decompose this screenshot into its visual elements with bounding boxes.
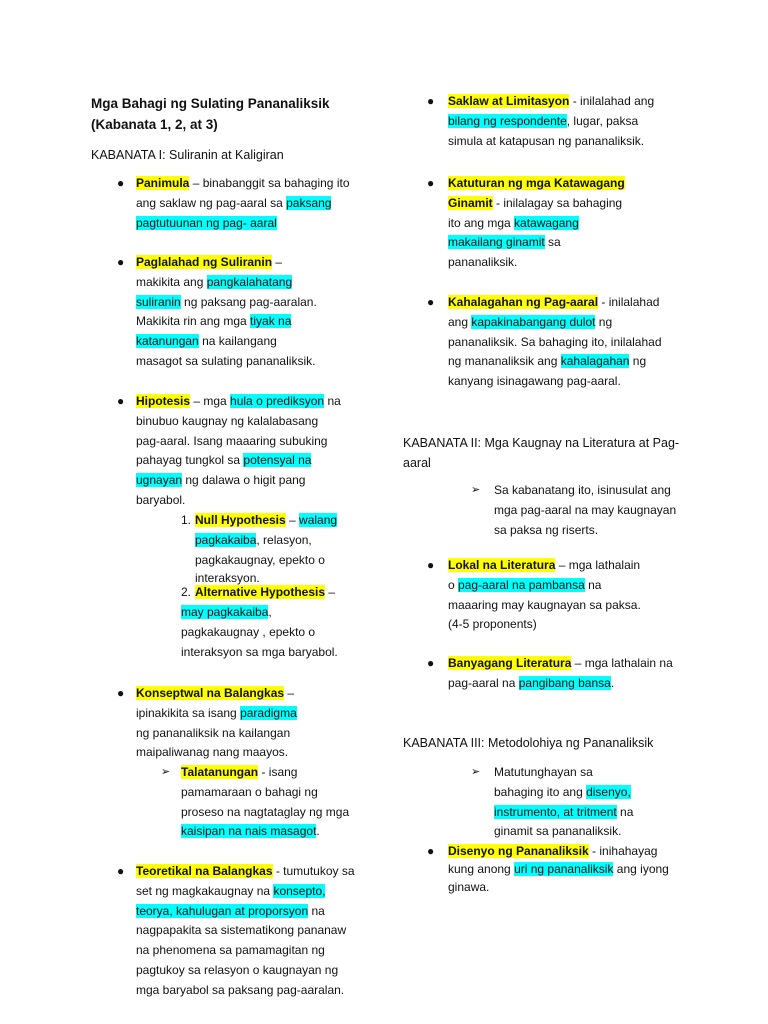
list-number: 1.: [181, 513, 192, 527]
text: ng: [595, 314, 613, 329]
kabanata-3-heading: KABANATA III: Metodolohiya ng Pananaliksik: [403, 736, 654, 750]
text: pag-aaral. Isang maaaring subuking: [136, 433, 328, 448]
text: ipinakikita sa isang: [136, 705, 241, 720]
bullet-icon: ●: [427, 558, 435, 572]
saklaw-term: Saklaw at Limitasyon: [448, 94, 570, 108]
panimula-item: [136, 174, 350, 233]
text: –: [272, 255, 283, 269]
text: nagpapakita sa sistematikong pananaw: [136, 923, 347, 938]
text: .: [610, 675, 615, 690]
text: bahaging ito ang: [494, 784, 587, 799]
text: baryabol.: [136, 492, 186, 507]
highlight: disenyo,: [586, 784, 631, 799]
arrow-bullet-icon: ➢: [471, 484, 481, 496]
text: masagot sa sulating pananaliksik.: [136, 353, 316, 368]
text: mga pag-aaral na may kaugnayan: [494, 502, 677, 517]
text: (4-5 proponents): [448, 617, 537, 632]
text: , relasyon,: [256, 532, 312, 547]
teoretikal-item: [136, 862, 355, 1001]
highlight: makailang ginamit: [448, 235, 545, 250]
highlight: pag-aaral na pambansa: [458, 577, 585, 592]
highlight: uri ng pananaliksik: [514, 862, 614, 876]
disenyo-item: [448, 842, 669, 896]
text: na: [584, 577, 602, 592]
text: ng paksang pag-aaralan.: [180, 294, 317, 309]
null-hypothesis-term: Null Hypothesis: [195, 513, 286, 527]
bullet-icon: ●: [117, 864, 125, 878]
arrow-bullet-icon: ➢: [471, 766, 481, 778]
text: – mga lathalain: [555, 558, 641, 572]
banyaga-item: [448, 654, 673, 694]
text: ang iyong: [613, 862, 669, 876]
teoretikal-term: Teoretikal na Balangkas: [136, 864, 273, 878]
text: sa: [544, 235, 561, 250]
talatanungan-term: Talatanungan: [181, 765, 259, 779]
text: - isang: [258, 765, 298, 779]
highlight: konsepto,: [273, 883, 326, 898]
text: ginawa.: [448, 880, 490, 894]
bullet-icon: ●: [427, 295, 435, 309]
bullet-icon: ●: [117, 255, 125, 269]
kabanata-1-heading: KABANATA I: Suliranin at Kaligiran: [91, 148, 284, 162]
highlight: kahalagahan: [560, 354, 630, 369]
text: –: [284, 686, 295, 700]
text: interaksyon sa mga baryabol.: [181, 644, 338, 659]
text: pahayag tungkol sa: [136, 453, 244, 468]
null-hypothesis-item: [195, 511, 337, 586]
text: pamamaraan o bahagi ng: [181, 784, 318, 799]
text: mga baryabol sa paksang pag-aaralan.: [136, 982, 345, 997]
highlight: katawagang: [514, 215, 579, 230]
text: Makikita rin ang mga: [136, 314, 251, 329]
bullet-icon: ●: [427, 844, 435, 858]
text: pag-aaral na: [448, 675, 519, 690]
bullet-icon: ●: [117, 686, 125, 700]
text: ng mananaliksik ang: [448, 354, 561, 369]
highlight: tiyak na: [250, 314, 292, 329]
text: pananaliksik. Sa bahaging ito, inilalahad: [448, 334, 662, 349]
text: pagtukoy sa relasyon o kaugnayan ng: [136, 962, 339, 977]
highlight: paradigma: [240, 705, 297, 720]
bullet-icon: ●: [427, 176, 435, 190]
text: binubuo kaugnay ng kalalabasang: [136, 413, 319, 428]
text: makikita ang: [136, 274, 207, 289]
paglalahad-item: [136, 253, 317, 372]
heading-line: aaral: [403, 455, 431, 470]
list-number: 2.: [181, 585, 192, 599]
panimula-term: Panimula: [136, 176, 190, 190]
katuturan-item: [448, 174, 625, 273]
text: , lugar, paksa: [566, 113, 639, 128]
text: maaaring may kaugnayan sa paksa.: [448, 597, 641, 612]
text: na: [308, 903, 325, 918]
highlight: bilang ng respondente: [448, 113, 567, 128]
highlight: suliranin: [136, 294, 181, 309]
text: na: [324, 394, 341, 408]
text: .: [316, 824, 320, 839]
text: ginamit sa pananaliksik.: [494, 824, 622, 839]
text: - inilalagay sa bahaging: [492, 195, 623, 210]
text: –: [325, 585, 336, 599]
text: Sa kabanatang ito, isinusulat ang: [494, 483, 671, 497]
highlight: instrumento, at tritment: [494, 804, 617, 819]
text: ng dalawa o higit pang: [182, 473, 306, 488]
text: na: [616, 804, 634, 819]
text: - tumutukoy sa: [272, 864, 355, 878]
bullet-icon: ●: [427, 656, 435, 670]
konseptwal-item: [136, 684, 297, 763]
text: ,: [268, 605, 272, 619]
kab3-intro: [494, 763, 633, 842]
alternative-hypothesis-term: Alternative Hypothesis: [195, 585, 326, 599]
talatanungan-item: [181, 763, 349, 842]
text: na phenomena sa pamamagitan ng: [136, 943, 325, 958]
highlight: kapakinabangang dulot: [471, 314, 596, 329]
highlight: pangibang bansa: [518, 675, 611, 690]
highlight: teorya, kahulugan at proporsyon: [136, 903, 309, 918]
katuturan-term: Ginamit: [448, 195, 493, 210]
konseptwal-term: Konseptwal na Balangkas: [136, 686, 285, 700]
text: set ng magkakaugnay na: [136, 883, 274, 898]
text: ito ang mga: [448, 215, 515, 230]
lokal-term: Lokal na Literatura: [448, 558, 556, 572]
text: –: [285, 513, 300, 527]
text: Matutunghayan sa: [494, 765, 593, 779]
highlight: may pagkakaiba: [181, 605, 269, 619]
text: o: [448, 577, 459, 592]
arrow-bullet-icon: ➢: [161, 766, 171, 778]
text: – mga lathalain na: [571, 656, 673, 670]
highlight: potensyal na: [243, 453, 312, 468]
text: ng: [629, 354, 647, 369]
highlight: katanungan: [136, 334, 199, 349]
bullet-icon: ●: [117, 176, 125, 190]
lokal-item: [448, 556, 641, 635]
kab2-intro: [494, 481, 676, 540]
text: pagkakaugnay, epekto o: [195, 552, 325, 567]
text: sa paksa ng riserts.: [494, 522, 599, 537]
text: - inilalahad: [598, 295, 660, 309]
text: ang saklaw ng pag-aaral sa: [136, 195, 287, 210]
highlight: pagtutuunan ng pag- aaral: [136, 215, 277, 230]
text: maipaliwanag nang maayos.: [136, 745, 289, 760]
highlight: paksang: [286, 195, 332, 210]
text: pagkakaugnay , epekto o: [181, 624, 316, 639]
text: – mga: [190, 394, 231, 408]
document-title-line2: (Kabanata 1, 2, at 3): [91, 117, 218, 132]
text: simula at katapusan ng pananaliksik.: [448, 133, 645, 148]
highlight: pagkakaiba: [195, 532, 257, 547]
highlight: ugnayan: [136, 473, 183, 488]
text: ang: [448, 314, 472, 329]
kabanata-2-heading: [403, 434, 679, 474]
text: pananaliksik.: [448, 255, 518, 270]
kahalagahan-item: [448, 293, 662, 392]
text: ng pananaliksik na kailangan: [136, 725, 291, 740]
text: kanyang isinagawang pag-aaral.: [448, 374, 621, 389]
disenyo-term: Disenyo ng Pananaliksik: [448, 844, 589, 858]
alternative-hypothesis-body: [181, 603, 338, 662]
bullet-icon: ●: [117, 394, 125, 408]
saklaw-item: [448, 92, 654, 151]
highlight: pangkalahatang: [206, 274, 293, 289]
text: – binabanggit sa bahaging ito: [189, 176, 350, 190]
text: kung anong: [448, 862, 515, 876]
heading-line: KABANATA II: Mga Kaugnay na Literatura at Pag-: [403, 436, 680, 450]
text: - inihahayag: [588, 844, 658, 858]
bullet-icon: ●: [427, 94, 435, 108]
text: - inilalahad ang: [569, 94, 655, 108]
paglalahad-term: Paglalahad ng Suliranin: [136, 255, 273, 269]
highlight: kaisipan na nais masagot: [181, 824, 317, 839]
highlight: walang: [299, 513, 338, 527]
text: proseso na nagtataglay ng mga: [181, 804, 350, 819]
highlight: hula o prediksyon: [230, 394, 325, 408]
hipotesis-term: Hipotesis: [136, 394, 191, 408]
hipotesis-item: [136, 392, 341, 511]
alternative-hypothesis-item: [195, 583, 335, 603]
text: interaksyon.: [195, 571, 260, 586]
kahalagahan-term: Kahalagahan ng Pag-aaral: [448, 295, 599, 309]
banyaga-term: Banyagang Literatura: [448, 656, 572, 670]
text: na kailangang: [198, 334, 277, 349]
katuturan-term: Katuturan ng mga Katawagang: [448, 176, 625, 190]
document-title-line1: Mga Bahagi ng Sulating Pananaliksik: [91, 96, 330, 111]
